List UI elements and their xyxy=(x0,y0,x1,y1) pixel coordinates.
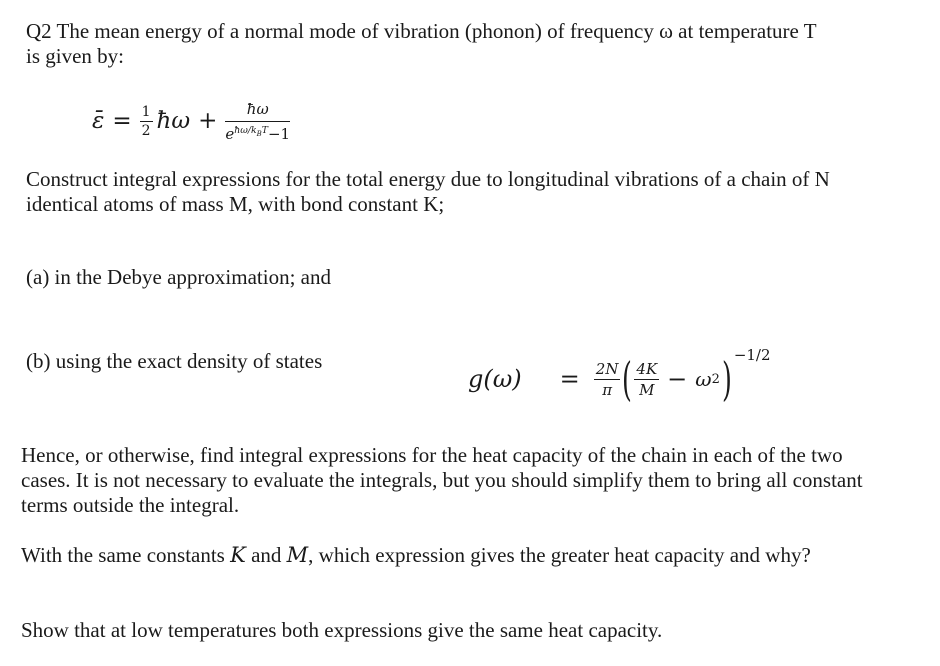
eq1-plus: + xyxy=(198,108,218,134)
eq2-coef-den: π xyxy=(602,380,613,399)
eq2-inner-num: 4K xyxy=(636,359,658,378)
eq1-minus-one: −1 xyxy=(267,124,291,143)
same-constants-text xyxy=(21,543,881,568)
eq2-square: 2 xyxy=(711,371,720,387)
eq1-lhs: ε̄ xyxy=(92,108,105,134)
constant-K: K xyxy=(230,543,246,567)
eq2-coef xyxy=(594,360,621,399)
constant-M: M xyxy=(286,543,309,567)
mean-energy-equation xyxy=(92,96,290,146)
construct-text: Construct integral expressions for the total energy due to longitudinal vibrations of a chain of N identical atoms of mass M, with bond constant K; xyxy=(26,167,830,216)
eq1-equals: = xyxy=(112,108,132,134)
eq2-omega: ω xyxy=(695,367,712,391)
eq1-frac-den xyxy=(225,122,290,143)
eq2-inner xyxy=(634,360,659,399)
eq2-minus: − xyxy=(667,365,688,393)
eq2-left-paren: ( xyxy=(622,352,633,406)
low-temp-text: Show that at low temperatures both expressions give the same heat capacity. xyxy=(21,618,663,642)
part-a-text: (a) in the Debye approximation; and xyxy=(26,265,331,289)
eq1-bose-fraction xyxy=(225,100,290,143)
eq2-inner-den: M xyxy=(639,380,655,399)
eq2-equals: = xyxy=(559,365,580,393)
hence-text: Hence, or otherwise, find integral expressions for the heat capacity of the chain in each of the two cases. It is not necessary to evaluate the integrals, but you should simplify them to bring all constant terms outside the integral. xyxy=(21,443,863,517)
eq2-outer-exp: −1/2 xyxy=(733,346,771,364)
eq1-exp-base: e xyxy=(225,124,235,143)
eq1-half xyxy=(140,104,153,139)
eq2-right-paren: ) xyxy=(721,352,732,406)
part-b-text: (b) using the exact density of states xyxy=(26,349,323,373)
eq1-half-den: 2 xyxy=(141,122,151,139)
eq1-exp: ħω/kBT xyxy=(234,124,268,138)
and-word: and xyxy=(245,543,287,567)
same-constants-post: , which expression gives the greater heat capacity and why? xyxy=(308,543,811,567)
eq2-lhs: g(ω) xyxy=(468,365,522,393)
density-of-states-equation xyxy=(468,344,771,414)
eq2-coef-num: 2N xyxy=(595,359,619,378)
eq1-frac-num: ħω xyxy=(225,100,290,122)
same-constants-pre: With the same constants xyxy=(21,543,231,567)
eq1-term1: ħω xyxy=(156,108,191,134)
intro-text: Q2 The mean energy of a normal mode of vibration (phonon) of frequency ω at temperature T is given by: xyxy=(26,19,817,68)
eq1-half-num: 1 xyxy=(141,103,151,120)
